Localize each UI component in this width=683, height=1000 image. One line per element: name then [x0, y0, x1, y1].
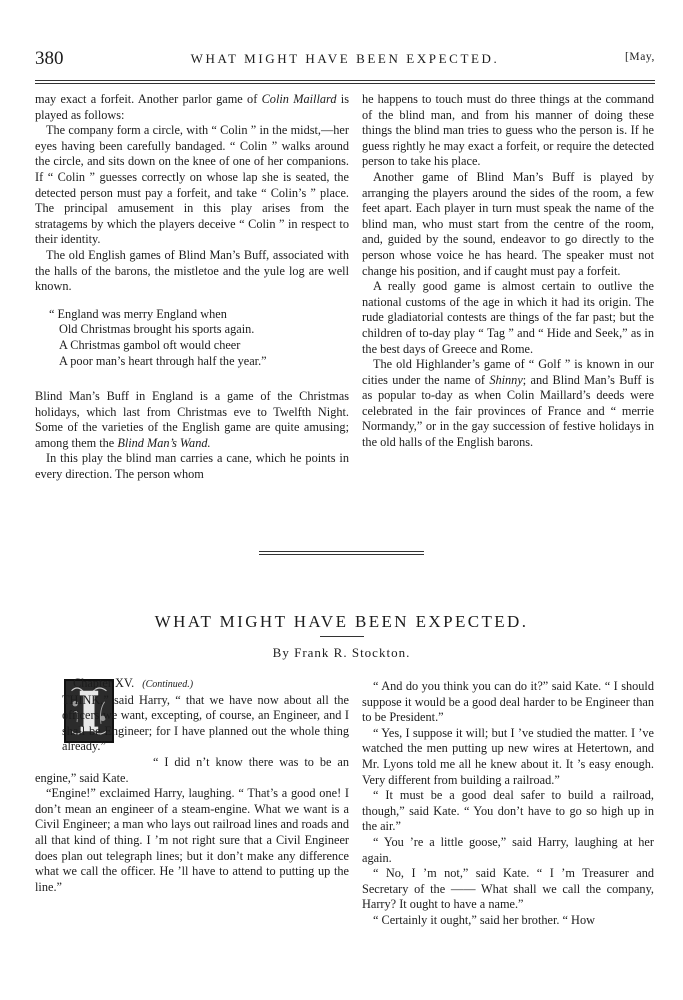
paragraph: may exact a forfeit. Another parlor game of Colin Maillard is played as follows: [35, 92, 349, 122]
paragraph: In this play the blind man carries a cane, which he points in every direction. The person whom [35, 451, 349, 482]
paragraph: “ You ’re a little goose,” said Harry, laughing at her again. [362, 834, 654, 865]
running-title: WHAT MIGHT HAVE BEEN EXPECTED. [190, 51, 500, 66]
verse-line: A Christmas gambol oft would cheer [59, 337, 241, 352]
paragraph: “ I did n’t know there was to be an engine,” said Kate. [35, 754, 349, 785]
paragraph: “ Yes, I suppose it will; but I ’ve studied the matter. I ’ve watched the men putting up new wires at Hetertown, and Mr. Lyons told me all he knew about it. It ’s easy enough. Very different from building a railroad.” [362, 725, 654, 787]
story-column-right [362, 679, 654, 929]
story-column-left [35, 676, 349, 895]
paragraph: “Engine!” exclaimed Harry, laughing. “ That’s a good one! I don’t mean an engineer of a steam-engine. What we want is a Civil Engineer; a man who lays out railroad lines and roads and all that kind of thing. I ’m not right sure that a Civil Engineer does plan out telegraph lines; but it don’t make any difference what we call the officer. He ’ll have to attend to putting up the line.” [35, 786, 349, 894]
paragraph: “ And do you think you can do it?” said Kate. “ I should suppose it would be a good deal harder to be Engineer than to be President.” [362, 679, 654, 725]
paragraph: he happens to touch must do three things at the command of the blind man, and from his manner of doing these things the blind man tries to guess who the person is. If he guess rightly he may exact a forfeit, or require the detected person to take his place. [362, 92, 654, 169]
paragraph: “ It must be a good deal safer to build a railroad, though,” said Kate. “ You don’t have to go so high up in the air.” [362, 788, 654, 834]
byline: By Frank R. Stockton. [272, 645, 411, 660]
story-title: WHAT MIGHT HAVE BEEN EXPECTED. [154, 612, 529, 631]
article-column-left [35, 92, 349, 483]
verse-quote [49, 307, 349, 369]
paragraph: The company form a circle, with “ Colin ” in the midst,—her eyes having been carefully bandaged. “ Colin ” walks around the circle, and sits down on the knee of one of her companions. If “ Colin ” guesses correctly on whose lap she is seated, the detected person must pay a forfeit, and take “ Colin’s ” place. The principal amusement in this play arises from the stratagems by which the players deceive “ Colin ” in respect to their identity. [35, 123, 349, 247]
page-number: 380 [35, 48, 64, 69]
section-separator [259, 551, 424, 552]
paragraph: Blind Man’s Buff in England is a game of the Christmas holidays, which last from Christmas eve to Twelfth Night. Some of the varieties of the English game are quite amusing; among them the Blind Man’s Wand. [35, 389, 349, 450]
header-rule [35, 80, 655, 81]
paragraph: The old Highlander’s game of “ Golf ” is known in our cities under the name of Shinny; and Blind Man’s Buff is as popular to-day as when Colin Maillard’s deeds were celebrated in the fair provinces of France and “ merrie Normandy,” or in the gay succession of festive holidays in the old halls of the English barons. [362, 357, 655, 450]
header-rule-double [35, 83, 655, 84]
paragraph: “ No, I ’m not,” said Kate. “ I ’m Treasurer and Secretary of the —— What shall we call the company, Harry? It ought to have a name.” [362, 866, 654, 912]
paragraph: THINK,” said Harry, “ that we have now about all the officers we want, excepting, of course, an Engineer, and I shall be Engineer; for I have planned out the whole thing already.” [62, 692, 349, 754]
running-header [35, 48, 655, 74]
paragraph: The old English games of Blind Man’s Buff, associated with the halls of the barons, the mistletoe and the yule log are well known. [35, 247, 349, 294]
chapter-heading: Chapter XV. (Continued.) [73, 676, 194, 690]
paragraph: A really good game is almost certain to outlive the national customs of the age in which it had its origin. The rude gladiatorial contests are things of the far past; but the children of to-day play “ Tag ” and “ Hide and Seek,” as in the best days of Greece and Rome. [362, 279, 654, 356]
paragraph: Another game of Blind Man’s Buff is played by arranging the players around the sides of the room, a few feet apart. Each player in turn must speak the name of the blind man, who must start from the centre of the room, and, guided by the sound, endeavor to go directly to the person whose voice he has heard. The speaker must not change his position, and if caught must pay a forfeit. [362, 169, 654, 278]
header-month: [May, [624, 51, 655, 63]
verse-line: “ England was merry England when [49, 306, 227, 321]
title-dash [320, 636, 364, 637]
section-separator-double [259, 554, 424, 555]
paragraph: “ Certainly it ought,” said her brother. “ How [373, 912, 595, 927]
verse-line: A poor man’s heart through half the year.” [59, 353, 267, 368]
article-column-right [362, 92, 654, 451]
verse-line: Old Christmas brought his sports again. [59, 322, 255, 337]
